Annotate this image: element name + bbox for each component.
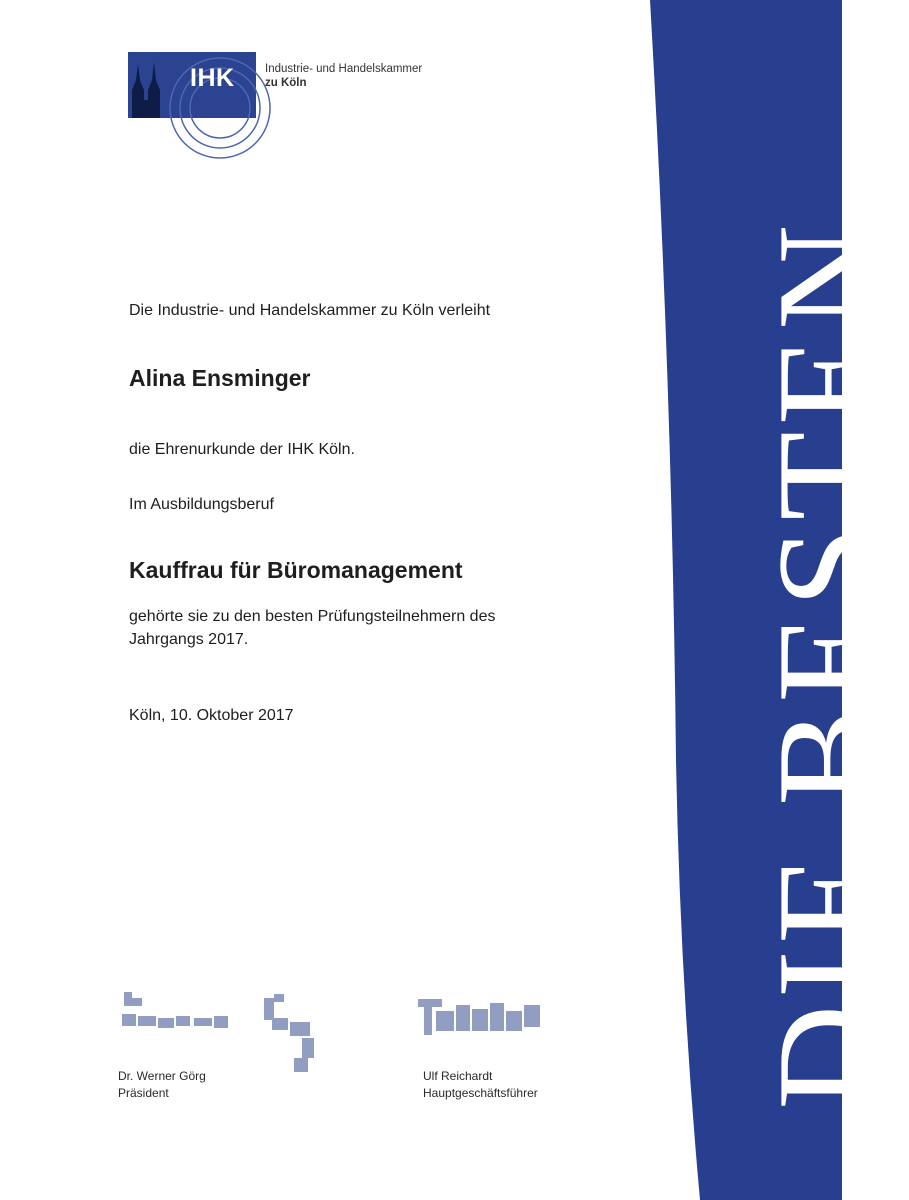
place-date: Köln, 10. Oktober 2017	[129, 707, 294, 724]
signatory-2-name: Ulf Reichardt	[423, 1069, 493, 1083]
logo-organization-name	[265, 62, 422, 90]
occupation-lead: Im Ausbildungsberuf	[129, 496, 274, 513]
logo-name-line2: zu Köln	[265, 77, 307, 89]
logo-name-line1: Industrie- und Handelskammer	[265, 63, 423, 75]
signatory-1-name: Dr. Werner Görg	[118, 1069, 206, 1083]
banner-title: DIE BESTEN	[747, 218, 909, 1110]
award-text: die Ehrenurkunde der IHK Köln.	[129, 441, 355, 458]
signature-2	[416, 995, 556, 1045]
signatory-2-title: Hauptgeschäftsführer	[423, 1086, 538, 1100]
recipient-name: Alina Ensminger	[129, 365, 311, 391]
intro-text: Die Industrie- und Handelskammer zu Köln verleiht	[129, 302, 491, 319]
signatory-1-title: Präsident	[118, 1086, 169, 1100]
signature-1	[118, 988, 338, 1078]
ihk-logo	[128, 52, 256, 118]
logo-abbreviation: IHK	[190, 64, 235, 92]
signatory-2	[423, 1068, 538, 1102]
statement-text: gehörte sie zu den besten Prüfungsteilnehmern des Jahrgangs 2017.	[129, 608, 496, 648]
occupation-title: Kauffrau für Büromanagement	[129, 557, 463, 583]
signatory-1	[118, 1068, 206, 1102]
